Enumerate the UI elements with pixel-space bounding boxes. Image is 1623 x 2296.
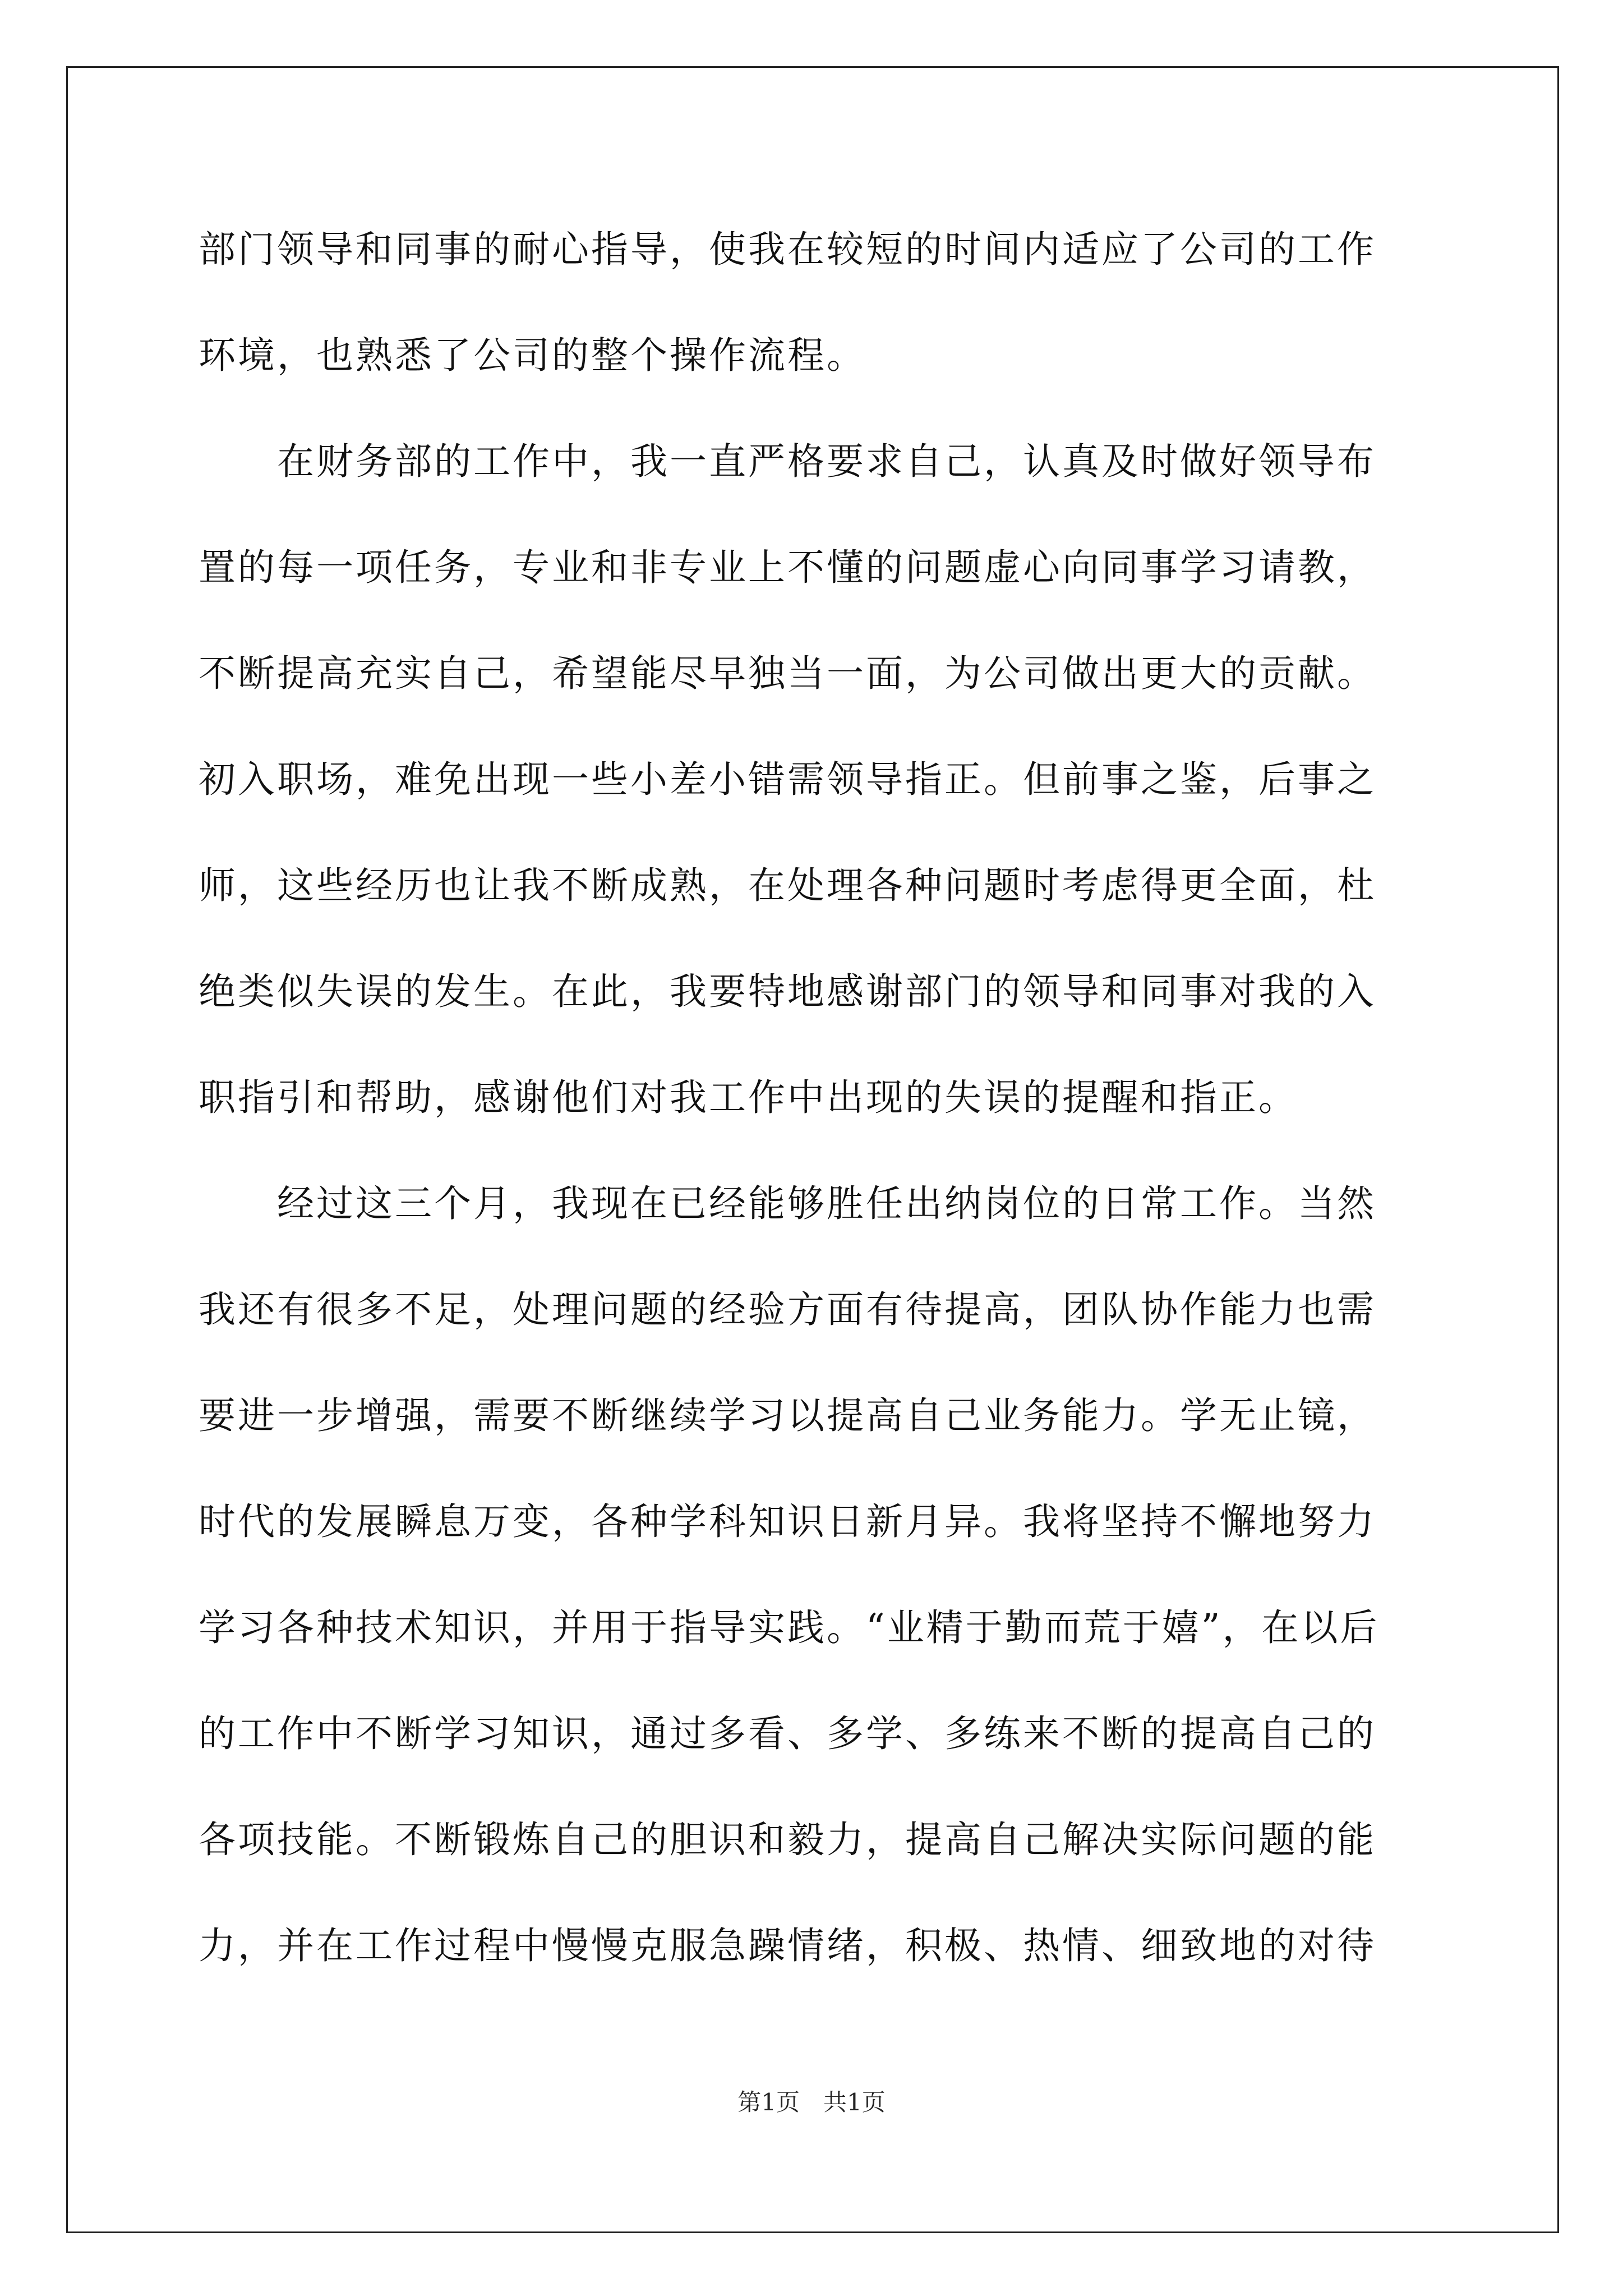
document-body bbox=[199, 208, 1432, 2010]
text-line: 师，这些经历也让我不断成熟，在处理各种问题时考虑得更全面，杜 bbox=[199, 864, 1376, 907]
text-line: 置的每一项任务，专业和非专业上不懂的问题虚心向同事学习请教， bbox=[199, 546, 1376, 589]
text-line: 要进一步增强，需要不断继续学习以提高自己业务能力。学无止镜， bbox=[199, 1394, 1376, 1437]
text-line: 的工作中不断学习知识，通过多看、多学、多练来不断的提高自己的 bbox=[199, 1712, 1376, 1755]
page-footer: 第1页 共1页 bbox=[737, 2088, 886, 2116]
text-line: 力，并在工作过程中慢慢克服急躁情绪，积极、热情、细致地的对待 bbox=[199, 1924, 1376, 1967]
text-line: 不断提高充实自己，希望能尽早独当一面，为公司做出更大的贡献。 bbox=[199, 652, 1376, 695]
text-line: 经过这三个月，我现在已经能够胜任出纳岗位的日常工作。当然 bbox=[199, 1182, 1376, 1225]
text-line: 学习各种技术知识，并用于指导实践。“业精于勤而荒于嬉”，在以后 bbox=[199, 1606, 1380, 1649]
text-line: 初入职场，难免出现一些小差小错需领导指正。但前事之鉴，后事之 bbox=[199, 758, 1376, 801]
text-line: 部门领导和同事的耐心指导，使我在较短的时间内适应了公司的工作 bbox=[199, 228, 1376, 271]
text-line: 在财务部的工作中，我一直严格要求自己，认真及时做好领导布 bbox=[199, 440, 1376, 483]
text-line: 职指引和帮助，感谢他们对我工作中出现的失误的提醒和指正。 bbox=[199, 1076, 1298, 1119]
text-line: 绝类似失误的发生。在此，我要特地感谢部门的领导和同事对我的入 bbox=[199, 970, 1376, 1013]
text-line: 我还有很多不足，处理问题的经验方面有待提高，团队协作能力也需 bbox=[199, 1288, 1376, 1331]
text-line: 各项技能。不断锻炼自己的胆识和毅力，提高自己解决实际问题的能 bbox=[199, 1818, 1376, 1861]
text-line: 环境，也熟悉了公司的整个操作流程。 bbox=[199, 334, 866, 377]
text-line: 时代的发展瞬息万变，各种学科知识日新月异。我将坚持不懈地努力 bbox=[199, 1500, 1376, 1543]
